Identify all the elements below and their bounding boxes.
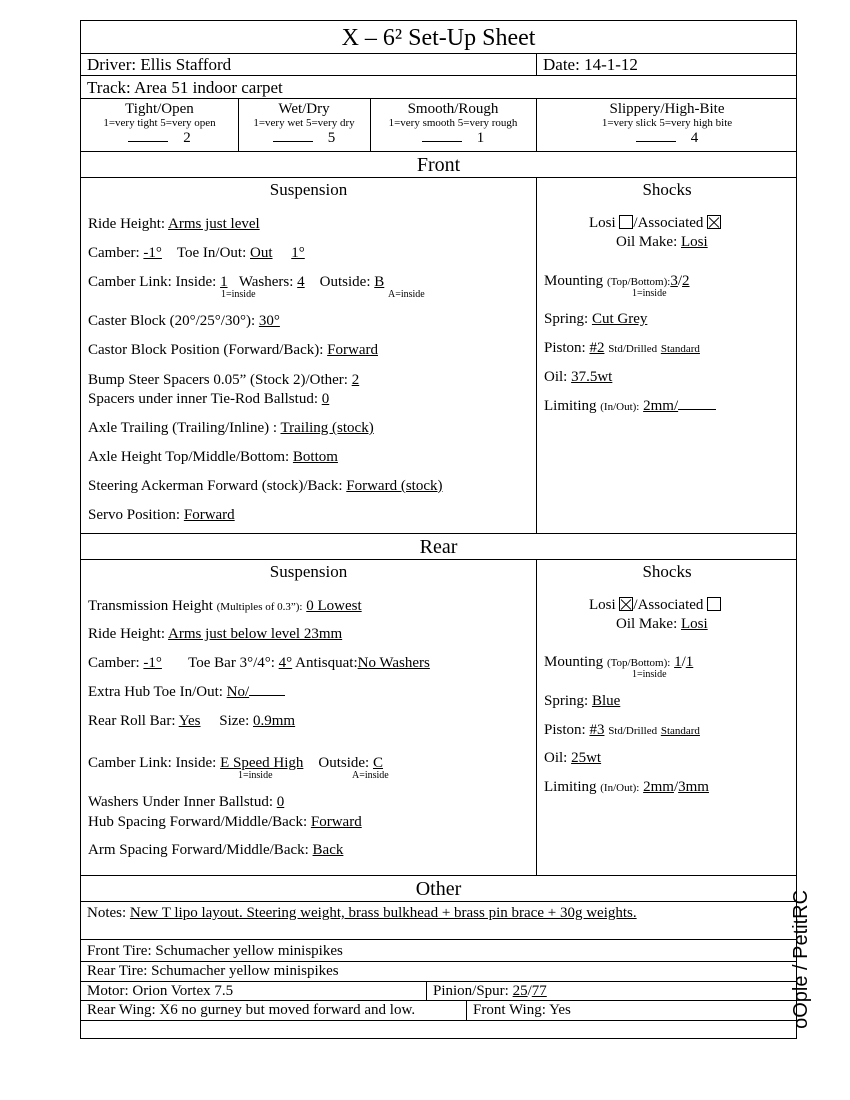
date-field: Date: 14-1-12 bbox=[543, 55, 638, 74]
front-piston bbox=[544, 339, 700, 358]
rear-transmission-height bbox=[88, 597, 362, 616]
oil-label: Oil: bbox=[544, 369, 568, 385]
castor-pos-label: Castor Block Position (Forward/Back): bbox=[88, 342, 324, 358]
rear-arm-spacing bbox=[88, 841, 343, 859]
condition-slippery-bite bbox=[536, 101, 798, 146]
outside-label: Outside: bbox=[318, 755, 370, 771]
ride-height-label: Ride Height: bbox=[88, 626, 166, 642]
spring-label: Spring: bbox=[544, 311, 589, 327]
limiting-out: 3mm bbox=[678, 779, 709, 795]
oil-make-label: Oil Make: bbox=[616, 616, 678, 632]
associated-checkbox[interactable] bbox=[707, 597, 721, 611]
oil-make-value: Losi bbox=[681, 234, 708, 250]
losi-label: Losi bbox=[589, 597, 616, 613]
bump-label: Bump Steer Spacers 0.05” (Stock 2)/Other: bbox=[88, 372, 348, 388]
toebar-value: 4° bbox=[278, 655, 293, 671]
trans-label: Transmission Height bbox=[88, 598, 213, 614]
arm-spacing-label: Arm Spacing Forward/Middle/Back: bbox=[88, 842, 309, 858]
piston-label: Piston: bbox=[544, 340, 586, 356]
pinion-value: 25 bbox=[512, 983, 528, 999]
front-mounting: Mounting (Top/Bottom):3/2 bbox=[544, 273, 690, 289]
axle-height-value: Bottom bbox=[292, 449, 338, 465]
spring-value: Blue bbox=[591, 693, 621, 709]
front-wing: Front Wing: Yes bbox=[473, 1002, 571, 1018]
condition-value: 5 bbox=[327, 130, 336, 146]
piston-value: #2 bbox=[589, 340, 605, 356]
motor: Motor: Orion Vortex 7.5 bbox=[87, 983, 234, 999]
rule bbox=[536, 177, 537, 533]
washers-label: Washers Under Inner Ballstud: bbox=[88, 794, 273, 810]
condition-value: 1 bbox=[476, 130, 485, 146]
front-ackerman bbox=[88, 477, 443, 495]
rule bbox=[81, 1020, 796, 1021]
rule bbox=[81, 98, 796, 99]
inside-note: 1=inside bbox=[221, 289, 256, 300]
oil-label: Oil: bbox=[544, 750, 568, 766]
front-shocks-title: Shocks bbox=[642, 180, 692, 199]
rear-suspension-title: Suspension bbox=[269, 562, 348, 581]
rule bbox=[81, 559, 796, 560]
oil-value: 37.5wt bbox=[571, 369, 613, 385]
antisquat-value: No Washers bbox=[357, 655, 430, 671]
mounting-top: 3 bbox=[670, 273, 678, 289]
rear-hub-toe bbox=[88, 683, 285, 701]
rear-mounting: Mounting (Top/Bottom): 1/1 bbox=[544, 654, 694, 670]
condition-scale: 1=very wet 5=very dry bbox=[253, 117, 355, 129]
mounting-top: 1 bbox=[674, 654, 682, 670]
antisquat-label: Antisquat: bbox=[295, 655, 358, 671]
ackerman-label: Steering Ackerman Forward (stock)/Back: bbox=[88, 478, 343, 494]
front-servo bbox=[88, 506, 235, 524]
hub-toe-value: No/ bbox=[226, 684, 250, 700]
condition-label: Wet/Dry bbox=[278, 101, 330, 117]
condition-label: Smooth/Rough bbox=[407, 101, 499, 117]
blank-line bbox=[128, 129, 168, 142]
front-limiting bbox=[544, 397, 716, 416]
mounting-label: Mounting bbox=[544, 654, 604, 670]
servo-label: Servo Position: bbox=[88, 507, 181, 523]
limiting-in: 2mm bbox=[643, 779, 674, 795]
setup-sheet bbox=[80, 20, 812, 1039]
rear-camber-link-row bbox=[88, 754, 383, 772]
servo-value: Forward bbox=[183, 507, 235, 523]
rear-camber-row bbox=[88, 654, 430, 672]
piston-label: Piston: bbox=[544, 722, 586, 738]
toe-amount: 1° bbox=[291, 245, 305, 261]
piston-type: Standard bbox=[660, 725, 700, 737]
front-oil bbox=[544, 368, 612, 386]
section-other-title: Other bbox=[415, 878, 462, 900]
front-spacers bbox=[88, 390, 329, 408]
arm-spacing-value: Back bbox=[312, 842, 344, 858]
associated-label: /Associated bbox=[633, 597, 704, 613]
camber-label: Camber: bbox=[88, 245, 140, 261]
losi-checkbox-checked[interactable] bbox=[619, 597, 633, 611]
rear-limiting: Limiting (In/Out): 2mm/3mm bbox=[544, 779, 709, 795]
rear-wing: Rear Wing: X6 no gurney but moved forward and low. bbox=[87, 1002, 416, 1018]
trans-note: (Multiples of 0.3”): bbox=[216, 601, 303, 613]
rule bbox=[466, 1000, 467, 1020]
piston-note: Std/Drilled bbox=[608, 343, 658, 355]
spacers-value: 0 bbox=[321, 391, 330, 407]
oil-make-value: Losi bbox=[681, 616, 708, 632]
size-label: Size: bbox=[219, 713, 250, 729]
mounting-sub: 1=inside bbox=[632, 669, 667, 680]
rear-oil bbox=[544, 749, 601, 767]
blank-line bbox=[249, 683, 285, 696]
rule bbox=[81, 533, 796, 534]
notes-label: Notes: bbox=[87, 905, 127, 921]
size-value: 0.9mm bbox=[253, 713, 296, 729]
washers-value: 0 bbox=[276, 794, 285, 810]
camber-value: -1° bbox=[143, 245, 162, 261]
rule bbox=[81, 875, 796, 876]
hub-toe-label: Extra Hub Toe In/Out: bbox=[88, 684, 223, 700]
axle-trail-label: Axle Trailing (Trailing/Inline) : bbox=[88, 420, 278, 436]
mounting-bottom: 2 bbox=[682, 273, 690, 289]
condition-label: Tight/Open bbox=[125, 101, 194, 117]
ride-height-value: Arms just below level 23mm bbox=[168, 626, 343, 642]
rule bbox=[536, 559, 537, 875]
condition-value: 2 bbox=[183, 130, 191, 146]
camber-link-label: Camber Link: Inside: bbox=[88, 274, 217, 290]
front-axle-trailing bbox=[88, 419, 374, 437]
notes-value: New T lipo layout. Steering weight, brass bulkhead + brass pin brace + 30g weights. bbox=[129, 905, 637, 921]
rear-piston bbox=[544, 721, 700, 740]
condition-tight-open bbox=[81, 101, 238, 146]
rear-roll-bar bbox=[88, 712, 295, 730]
spring-value: Cut Grey bbox=[591, 311, 648, 327]
trans-value: 0 Lowest bbox=[306, 598, 362, 614]
condition-smooth-rough bbox=[370, 101, 536, 146]
rule bbox=[81, 901, 796, 902]
axle-trail-value: Trailing (stock) bbox=[280, 420, 374, 436]
toe-value: Out bbox=[250, 245, 273, 261]
hub-spacing-value: Forward bbox=[310, 814, 362, 830]
outside-note: A=inside bbox=[352, 770, 389, 781]
losi-label: Losi bbox=[589, 215, 616, 231]
camber-link-inside: E Speed High bbox=[220, 755, 304, 771]
bump-value: 2 bbox=[351, 372, 360, 388]
camber-label: Camber: bbox=[88, 655, 140, 671]
outside-value: B bbox=[374, 274, 385, 290]
outside-value: C bbox=[372, 755, 383, 771]
washers-label: Washers: bbox=[238, 274, 294, 290]
condition-value: 4 bbox=[690, 130, 699, 146]
blank-line bbox=[636, 129, 676, 142]
front-spring bbox=[544, 310, 647, 328]
washers-value: 4 bbox=[297, 274, 305, 290]
rear-tire: Rear Tire: Schumacher yellow minispikes bbox=[87, 963, 339, 979]
castor-pos-value: Forward bbox=[327, 342, 378, 358]
notes-row bbox=[87, 904, 637, 922]
rollbar-label: Rear Roll Bar: bbox=[88, 713, 176, 729]
front-axle-height bbox=[88, 448, 338, 466]
front-tire: Front Tire: Schumacher yellow minispikes bbox=[87, 943, 343, 959]
driver-field: Driver: Ellis Stafford bbox=[87, 55, 232, 74]
rear-ride-height bbox=[88, 625, 342, 643]
inside-note: 1=inside bbox=[238, 770, 273, 781]
ride-height-label: Ride Height: bbox=[88, 216, 166, 232]
condition-scale: 1=very smooth 5=very rough bbox=[388, 117, 518, 129]
losi-checkbox[interactable] bbox=[619, 215, 633, 229]
condition-label: Slippery/High-Bite bbox=[609, 101, 725, 117]
limiting-label: Limiting bbox=[544, 398, 597, 414]
blank-line bbox=[273, 129, 313, 142]
section-rear-title: Rear bbox=[419, 536, 458, 558]
mounting-note: (Top/Bottom): bbox=[606, 657, 671, 669]
front-oil-make bbox=[616, 233, 708, 251]
front-bump-steer bbox=[88, 371, 359, 389]
condition-scale: 1=very slick 5=very high bite bbox=[601, 117, 733, 129]
oil-make-label: Oil Make: bbox=[616, 234, 678, 250]
rear-shocks-title: Shocks bbox=[642, 562, 692, 581]
blank-line bbox=[422, 129, 462, 142]
limiting-note: (In/Out): bbox=[600, 401, 640, 413]
rollbar-value: Yes bbox=[178, 713, 201, 729]
toe-label: Toe In/Out: bbox=[176, 245, 247, 261]
rear-washers bbox=[88, 793, 284, 811]
front-suspension-title: Suspension bbox=[269, 180, 348, 199]
rear-oil-make bbox=[616, 615, 708, 633]
hub-spacing-label: Hub Spacing Forward/Middle/Back: bbox=[88, 814, 308, 830]
ackerman-value: Forward (stock) bbox=[346, 478, 443, 494]
caster-block-value: 30° bbox=[258, 313, 280, 329]
caster-block-label: Caster Block (20°/25°/30°): bbox=[88, 313, 256, 329]
piston-note: Std/Drilled bbox=[608, 725, 658, 737]
front-camber-row bbox=[88, 244, 305, 262]
spur-value: 77 bbox=[531, 983, 547, 999]
rule bbox=[81, 939, 796, 940]
pinion-spur: Pinion/Spur: 25/77 bbox=[433, 983, 547, 999]
pinion-label: Pinion/Spur: bbox=[433, 983, 509, 999]
associated-checkbox-checked[interactable] bbox=[707, 215, 721, 229]
section-front-title: Front bbox=[416, 154, 461, 176]
mounting-note: (Top/Bottom): bbox=[606, 276, 671, 288]
front-caster-block bbox=[88, 312, 280, 330]
condition-wet-dry bbox=[238, 101, 370, 146]
rule bbox=[81, 53, 796, 54]
rear-spring bbox=[544, 692, 620, 710]
mounting-label: Mounting bbox=[544, 273, 604, 289]
outside-label: Outside: bbox=[319, 274, 371, 290]
rear-shock-brand bbox=[589, 596, 721, 614]
blank-line bbox=[678, 397, 716, 410]
mounting-sub: 1=inside bbox=[632, 288, 667, 299]
piston-type: Standard bbox=[660, 343, 700, 355]
axle-height-label: Axle Height Top/Middle/Bottom: bbox=[88, 449, 290, 465]
front-shock-brand bbox=[589, 214, 721, 232]
sheet-title: X – 6² Set-Up Sheet bbox=[341, 25, 536, 51]
piston-value: #3 bbox=[589, 722, 605, 738]
ride-height-value: Arms just level bbox=[168, 216, 260, 232]
spacers-label: Spacers under inner Tie-Rod Ballstud: bbox=[88, 391, 318, 407]
track-field: Track: Area 51 indoor carpet bbox=[87, 78, 283, 97]
rule bbox=[81, 177, 796, 178]
oil-value: 25wt bbox=[571, 750, 602, 766]
associated-label: /Associated bbox=[633, 215, 704, 231]
rear-hub-spacing bbox=[88, 813, 362, 831]
spring-label: Spring: bbox=[544, 693, 589, 709]
camber-value: -1° bbox=[143, 655, 162, 671]
front-ride-height bbox=[88, 215, 260, 233]
outside-note: A=inside bbox=[388, 289, 425, 300]
limiting-label: Limiting bbox=[544, 779, 597, 795]
limiting-value: 2mm/ bbox=[643, 398, 679, 414]
rule bbox=[81, 75, 796, 76]
watermark: oOple / PetitRC bbox=[790, 889, 812, 1029]
rule bbox=[426, 981, 427, 1000]
camber-link-label: Camber Link: Inside: bbox=[88, 755, 217, 771]
rule bbox=[536, 53, 537, 75]
mounting-bottom: 1 bbox=[685, 654, 694, 670]
camber-link-inside: 1 bbox=[220, 274, 228, 290]
condition-scale: 1=very tight 5=very open bbox=[103, 117, 216, 129]
rule bbox=[81, 151, 796, 152]
toebar-label: Toe Bar 3°/4°: bbox=[188, 655, 275, 671]
limiting-note: (In/Out): bbox=[600, 782, 640, 794]
front-castor-position bbox=[88, 341, 378, 359]
